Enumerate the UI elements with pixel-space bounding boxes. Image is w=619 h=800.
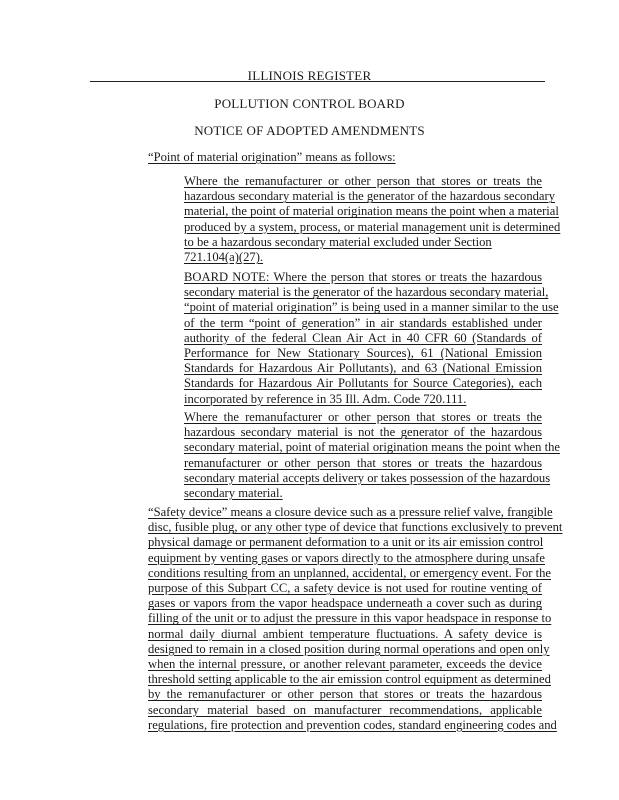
text-line: secondary material accepts delivery or takes possession of the hazardous — [184, 470, 551, 485]
paragraph-board-note — [184, 270, 559, 407]
text-line: Standards for Hazardous Air Pollutants for Source Categories), each — [184, 376, 542, 391]
text-line: disc, fusible plug, or any other type of device that functions exclusively to prevent — [148, 520, 563, 535]
paragraph-not-generator — [184, 410, 560, 501]
text-line: Standards for Hazardous Air Pollutants), and 63 (National Emission — [184, 361, 542, 376]
text-line: to be a hazardous secondary material excluded under Section — [184, 234, 492, 249]
text-line: BOARD NOTE: Where the person that stores or treats the hazardous — [184, 270, 542, 284]
text-line: Where the remanufacturer or other person that stores or treats the — [184, 410, 542, 424]
text-line: by the remanufacturer or other person that stores or treats the hazardous — [148, 687, 542, 702]
text-line: equipment by venting gases or vapors directly to the atmosphere during unsafe — [148, 550, 545, 565]
text-line: threshold setting applicable to the air emission control equipment as determined — [148, 672, 551, 687]
board-title: POLLUTION CONTROL BOARD — [214, 96, 405, 111]
text-line: purpose of this Subpart CC, a safety device is not used for routine venting of — [148, 581, 542, 596]
text-line: material, the point of material origination means the point when a material — [184, 204, 559, 219]
text-line: remanufacturer or other person that stores or treats the hazardous — [184, 455, 542, 470]
text-line: Where the remanufacturer or other person that stores or treats the — [184, 174, 542, 188]
text-line: designed to remain in a closed position during normal operations and open only — [148, 641, 550, 656]
text-line: normal daily diurnal ambient temperature fluctuations. A safety device is — [148, 626, 542, 641]
paragraph-safety-device — [148, 505, 563, 733]
header-rule — [90, 81, 545, 82]
text-line: 721.104(a)(27). — [184, 250, 264, 265]
notice-title: NOTICE OF ADOPTED AMENDMENTS — [194, 123, 425, 138]
text-line: when the internal pressure, or another relevant parameter, exceeds the device — [148, 657, 542, 672]
text-line: filling of the unit or to adjust the pressure in this vapor headspace in response to — [148, 611, 552, 626]
text-line: hazardous secondary material is not the generator of the hazardous — [184, 425, 542, 440]
text-line: produced by a system, process, or material management unit is determined — [184, 219, 561, 234]
text-line: secondary material. — [184, 486, 283, 501]
text-line: hazardous secondary material is the generator of the hazardous secondary — [184, 189, 556, 204]
text-line: secondary material is the generator of the hazardous secondary material, — [184, 285, 549, 300]
text-line: regulations, fire protection and prevention codes, standard engineering codes and — [148, 717, 557, 732]
text-line: secondary material based on manufacturer recommendations, applicable — [148, 702, 542, 717]
text-line: gases or vapors from the vapor headspace underneath a cover such as during — [148, 596, 542, 611]
text-line: physical damage or permanent deformation to a unit or its air emission control — [148, 535, 544, 550]
paragraph-generator — [184, 174, 561, 265]
text-line: “Safety device” means a closure device such as a pressure relief valve, frangible — [148, 505, 553, 519]
text-line: conditions resulting from an unplanned, accidental, or emergency event. For the — [148, 565, 551, 580]
register-title: ILLINOIS REGISTER — [247, 68, 372, 83]
text-line: authority of the federal Clean Air Act in 40 CFR 60 (Standards of — [184, 330, 542, 345]
text-line: of the term “point of generation” in air standards established under — [184, 315, 542, 330]
text-line: secondary material, point of material origination means the point when the — [184, 440, 560, 455]
intro-definition: “Point of material origination” means as follows: — [148, 150, 396, 164]
text-line: incorporated by reference in 35 Ill. Adm. Code 720.111. — [184, 391, 467, 406]
text-line: “point of material origination” is being used in a manner similar to the use — [184, 300, 559, 315]
text-line: Performance for New Stationary Sources), 61 (National Emission — [184, 346, 542, 361]
